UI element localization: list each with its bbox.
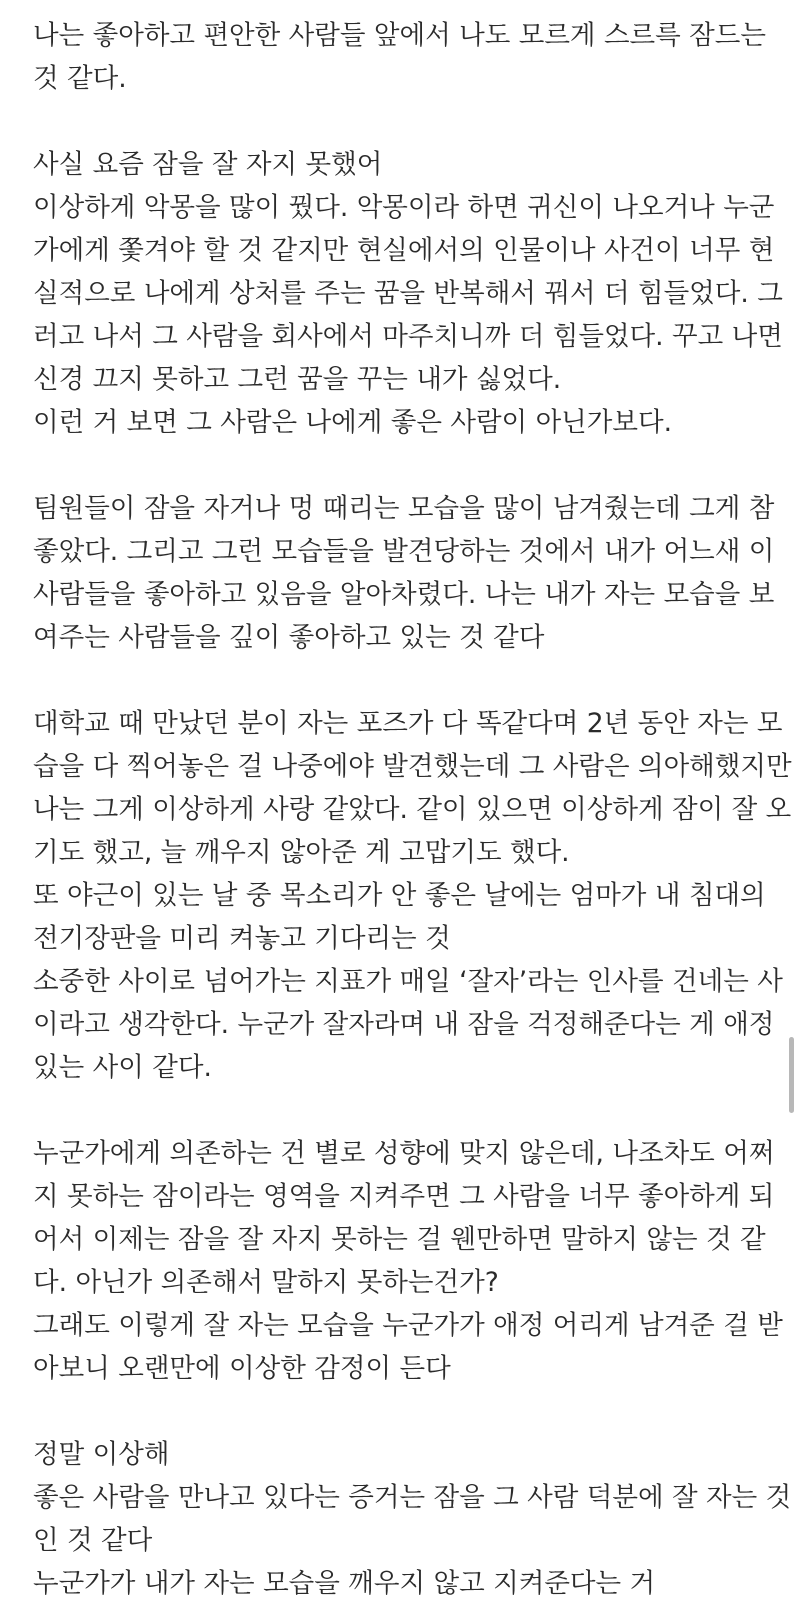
text-line: 나는 그게 이상하게 사랑 같았다. 같이 있으면 이상하게 잠이 잘 오 <box>33 794 792 825</box>
text-line: 습을 다 찍어놓은 걸 나중에야 발견했는데 그 사람은 의아해했지만 <box>33 751 792 782</box>
text-line: 있는 사이 같다. <box>33 1052 212 1083</box>
text-line: 러고 나서 그 사람을 회사에서 마주치니까 더 힘들었다. 꾸고 나면 <box>33 321 783 352</box>
text-line: 좋은 사람을 만나고 있다는 증거는 잠을 그 사람 덕분에 잘 자는 것 <box>33 1482 792 1513</box>
text-line: 인 것 같다 <box>33 1525 153 1556</box>
paragraph-gap <box>33 1390 773 1433</box>
text-line: 사실 요즘 잠을 잘 자지 못했어 <box>33 149 383 180</box>
text-line: 지 못하는 잠이라는 영역을 지켜주면 그 사람을 너무 좋아하게 되 <box>33 1181 775 1212</box>
text-line: 아보니 오랜만에 이상한 감정이 든다 <box>33 1353 451 1384</box>
text-line: 나는 좋아하고 편안한 사람들 앞에서 나도 모르게 스르륵 잠드는 <box>33 20 766 51</box>
scrollbar-thumb[interactable] <box>789 1037 794 1113</box>
text-line: 정말 이상해 <box>33 1439 170 1470</box>
text-line: 사람들을 좋아하고 있음을 알아차렸다. 나는 내가 자는 모습을 보 <box>33 579 775 610</box>
text-line: 여주는 사람들을 깊이 좋아하고 있는 것 같다 <box>33 622 545 653</box>
paragraph-gap <box>33 1089 773 1132</box>
text-line: 가에게 쫓겨야 할 것 같지만 현실에서의 인물이나 사건이 너무 현 <box>33 235 775 266</box>
text-line: 대학교 때 만났던 분이 자는 포즈가 다 똑같다며 2년 동안 자는 모 <box>33 708 783 739</box>
text-line: 신경 끄지 못하고 그런 꿈을 꾸는 내가 싫었다. <box>33 364 562 395</box>
text-line: 어서 이제는 잠을 잘 자지 못하는 걸 웬만하면 말하지 않는 것 같 <box>33 1224 766 1255</box>
text-line: 전기장판을 미리 켜놓고 기다리는 것 <box>33 923 451 954</box>
text-line: 실적으로 나에게 상처를 주는 꿈을 반복해서 꿔서 더 힘들었다. 그 <box>33 278 783 309</box>
text-line: 그래도 이렇게 잘 자는 모습을 누군가가 애정 어리게 남겨준 걸 받 <box>33 1310 783 1341</box>
text-line: 누군가에게 의존하는 건 별로 성향에 맞지 않은데, 나조차도 어쩌 <box>33 1138 775 1169</box>
text-line: 팀원들이 잠을 자거나 멍 때리는 모습을 많이 남겨줬는데 그게 참 <box>33 493 775 524</box>
paragraph-gap <box>33 100 773 143</box>
text-line: 다. 아닌가 의존해서 말하지 못하는건가? <box>33 1267 499 1298</box>
text-line: 이상하게 악몽을 많이 꿨다. 악몽이라 하면 귀신이 나오거나 누군 <box>33 192 775 223</box>
text-line: 소중한 사이로 넘어가는 지표가 매일 ‘잘자’라는 인사를 건네는 사 <box>33 966 783 997</box>
text-line: 좋았다. 그리고 그런 모습들을 발견당하는 것에서 내가 어느새 이 <box>33 536 775 567</box>
text-line: 것 같다. <box>33 63 127 94</box>
paragraph-gap <box>33 659 773 702</box>
document-body <box>33 14 792 1605</box>
paragraph-gap <box>33 444 773 487</box>
text-line: 이런 거 보면 그 사람은 나에게 좋은 사람이 아닌가보다. <box>33 407 672 438</box>
text-line: 누군가가 내가 자는 모습을 깨우지 않고 지켜준다는 거 <box>33 1568 656 1599</box>
text-line: 이라고 생각한다. 누군가 잘자라며 내 잠을 걱정해준다는 게 애정 <box>33 1009 775 1040</box>
text-line: 기도 했고, 늘 깨우지 않아준 게 고맙기도 했다. <box>33 837 570 868</box>
text-line: 또 야근이 있는 날 중 목소리가 안 좋은 날에는 엄마가 내 침대의 <box>33 880 766 911</box>
